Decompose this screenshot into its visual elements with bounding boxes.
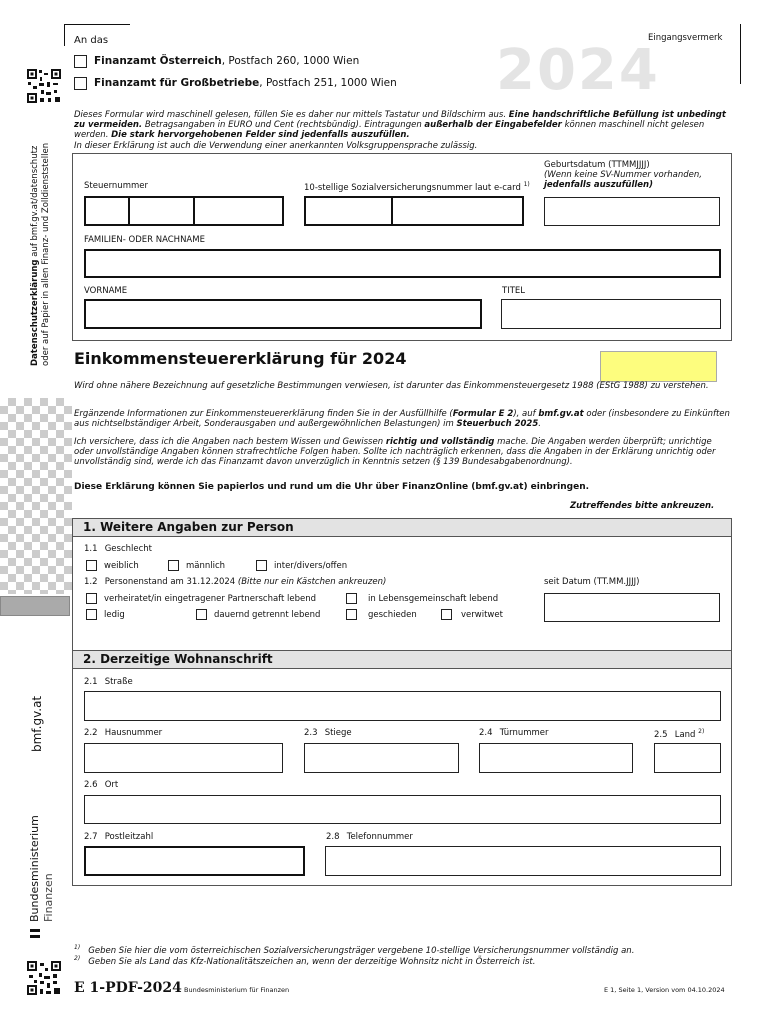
- geschieden-label: geschieden: [368, 610, 417, 620]
- checkbox-getrennt[interactable]: [196, 609, 207, 620]
- checkbox-ledig[interactable]: [86, 609, 97, 620]
- ort-field[interactable]: [84, 795, 721, 824]
- ledig-label: ledig: [104, 610, 125, 620]
- plz-field[interactable]: [84, 846, 305, 876]
- page-title: Einkommensteuererklärung für 2024: [74, 349, 407, 368]
- tuernummer-field[interactable]: [479, 743, 633, 773]
- geburtsdatum-label: Geburtsdatum (TTMMJJJJ) (Wenn keine SV-Nummer vorhanden, jedenfalls auszufüllen): [544, 160, 702, 190]
- highlight-field[interactable]: [600, 351, 717, 382]
- year-watermark: 2024: [496, 38, 660, 103]
- qr-code-bottom: [26, 960, 62, 996]
- checkbox-lebensgemeinschaft[interactable]: [346, 593, 357, 604]
- sidebar-datenschutz: Datenschutzerklärung auf bmf.gv.at/datenschutz oder auf Papier in allen Finanz- und Zolldienststellen: [30, 142, 51, 366]
- checkbox-divers[interactable]: [256, 560, 267, 571]
- checkbox-weiblich[interactable]: [86, 560, 97, 571]
- titel-field[interactable]: [501, 299, 721, 329]
- familienname-field[interactable]: [84, 249, 721, 278]
- hausnummer-field[interactable]: [84, 743, 283, 773]
- stiege-field[interactable]: [304, 743, 459, 773]
- steuernummer-field-1[interactable]: [84, 196, 130, 226]
- body-p3: Ich versichere, dass ich die Angaben nach bestem Wissen und Gewissen richtig und vollständig mache. Die Angaben werden überprüft; unrichtige oder unvollständige Angaben können strafrechtliche Folgen haben. Sollte ich nachträglich erkennen, dass die Angaben in der Erklärung unrichtig oder unvollständig sind, werde ich das Finanzamt davon unverzüglich in Kenntnis setzen (§ 139 Bundesabgabenordnung).: [74, 437, 716, 467]
- fa-grossbetriebe-label: Finanzamt für Großbetriebe, Postfach 251, 1000 Wien: [94, 77, 397, 89]
- fa-oesterreich-label: Finanzamt Österreich, Postfach 260, 1000 Wien: [94, 55, 360, 67]
- section-2-title: 2. Derzeitige Wohnanschrift: [73, 651, 731, 669]
- getrennt-label: dauernd getrennt lebend: [214, 610, 321, 620]
- body-p2: Ergänzende Informationen zur Einkommensteuererklärung finden Sie in der Ausfüllhilfe (Formular E 2), auf bmf.gv.at oder (insbesondere zu Einkünften aus nichtselbständiger Arbeit, Sonderausgaben und außergewöhnlichen Belastungen) im Steuerbuch 2025.: [74, 409, 730, 429]
- stiege-label: 2.3 Stiege: [304, 728, 352, 738]
- vorname-label: VORNAME: [84, 286, 128, 296]
- checkbox-verheiratet[interactable]: [86, 593, 97, 604]
- land-label: 2.5 Land $^{2)}$: [654, 728, 705, 740]
- svnr-label: 10-stellige Sozialversicherungsnummer laut e-card $^{1)}$: [304, 181, 530, 193]
- plz-label: 2.7 Postleitzahl: [84, 832, 154, 842]
- hausnummer-label: 2.2 Hausnummer: [84, 728, 163, 738]
- section-1: [72, 518, 732, 660]
- checkbox-fa-oesterreich[interactable]: [74, 55, 87, 68]
- telefon-field[interactable]: [325, 846, 721, 876]
- eingangsvermerk-label: Eingangsvermerk: [648, 33, 723, 43]
- seit-datum-field[interactable]: [544, 593, 720, 622]
- lebensgemeinschaft-label: in Lebensgemeinschaft lebend: [368, 594, 499, 604]
- zutreffendes-label: Zutreffendes bitte ankreuzen.: [570, 501, 715, 511]
- an-das-label: An das: [74, 35, 109, 46]
- strasse-field[interactable]: [84, 691, 721, 721]
- steuernummer-field-3[interactable]: [193, 196, 284, 226]
- checkbox-maennlich[interactable]: [168, 560, 179, 571]
- telefon-label: 2.8 Telefonnummer: [326, 832, 413, 842]
- footer-ministry: Bundesministerium für Finanzen: [184, 986, 290, 994]
- svnr-field-1[interactable]: [304, 196, 393, 226]
- vorname-field[interactable]: [84, 299, 482, 329]
- corner-mark-top-h: [64, 24, 130, 25]
- sidebar-bmf-link[interactable]: bmf.gv.at: [30, 695, 44, 752]
- footnote-1: $^{1)}$ Geben Sie hier die vom österreichischen Sozialversicherungsträger vergebene 10-stellige Versicherungsnummer vollständig an.: [74, 944, 635, 956]
- familienname-label: FAMILIEN- ODER NACHNAME: [84, 235, 205, 245]
- body-p4: Diese Erklärung können Sie papierlos und rund um die Uhr über FinanzOnline (bmf.gv.at) einbringen.: [74, 482, 590, 492]
- verheiratet-label: verheiratet/in eingetragener Partnerschaft lebend: [104, 594, 317, 604]
- weiblich-label: weiblich: [104, 561, 139, 571]
- svnr-field-2[interactable]: [391, 196, 524, 226]
- checker-pattern: [0, 398, 72, 594]
- divers-label: inter/divers/offen: [274, 561, 348, 571]
- qr-code-top: [26, 68, 62, 104]
- seit-datum-label: seit Datum (TT.MM.JJJJ): [544, 577, 640, 587]
- intro-text: Dieses Formular wird maschinell gelesen, füllen Sie es daher nur mittels Tastatur und Bildschirm aus. Eine handschriftliche Befüllung ist unbedingt zu vermeiden. Betragsangaben in EURO und Cent (rechtsbündig). Eintragungen außerhalb der Eingabefelder können maschinell nicht gelesen werden. Die stark hervorgehobenen Felder sind jedenfalls auszufüllen.: [74, 110, 726, 140]
- checkbox-geschieden[interactable]: [346, 609, 357, 620]
- geburtsdatum-field[interactable]: [544, 197, 720, 226]
- steuernummer-field-2[interactable]: [128, 196, 195, 226]
- checkbox-verwitwet[interactable]: [441, 609, 452, 620]
- checkbox-fa-grossbetriebe[interactable]: [74, 77, 87, 90]
- sidebar-ministry: Bundesministerium Finanzen: [28, 815, 55, 922]
- body-p1: Wird ohne nähere Bezeichnung auf gesetzliche Bestimmungen verwiesen, ist darunter das Einkommensteuergesetz 1988 (EStG 1988) zu verstehen.: [74, 381, 709, 391]
- personenstand-label: 1.2 Personenstand am 31.12.2024 (Bitte nur ein Kästchen ankreuzen): [84, 577, 387, 587]
- footer-page-info: E 1, Seite 1, Version vom 04.10.2024: [604, 986, 725, 994]
- land-field[interactable]: [654, 743, 721, 773]
- titel-label: TITEL: [502, 286, 525, 296]
- intro-volksgruppen: In dieser Erklärung ist auch die Verwendung einer anerkannten Volksgruppensprache zulässig.: [74, 141, 478, 151]
- corner-mark-right: [740, 24, 741, 84]
- ministry-logo-icon: [30, 929, 40, 938]
- strasse-label: 2.1 Straße: [84, 677, 133, 687]
- ort-label: 2.6 Ort: [84, 780, 119, 790]
- footnote-2: $^{2)}$ Geben Sie als Land das Kfz-Nationalitätszeichen an, wenn der derzeitige Wohnsitz nicht in Österreich ist.: [74, 955, 536, 967]
- maennlich-label: männlich: [186, 561, 226, 571]
- form-id: E 1-PDF-2024: [74, 980, 182, 996]
- corner-mark-top: [64, 24, 65, 46]
- section-1-title: 1. Weitere Angaben zur Person: [73, 519, 731, 537]
- geschlecht-label: 1.1 Geschlecht: [84, 544, 152, 554]
- steuernummer-label: Steuernummer: [84, 181, 148, 191]
- verwitwet-label: verwitwet: [461, 610, 503, 620]
- tuernummer-label: 2.4 Türnummer: [479, 728, 549, 738]
- grey-tab: [0, 596, 70, 616]
